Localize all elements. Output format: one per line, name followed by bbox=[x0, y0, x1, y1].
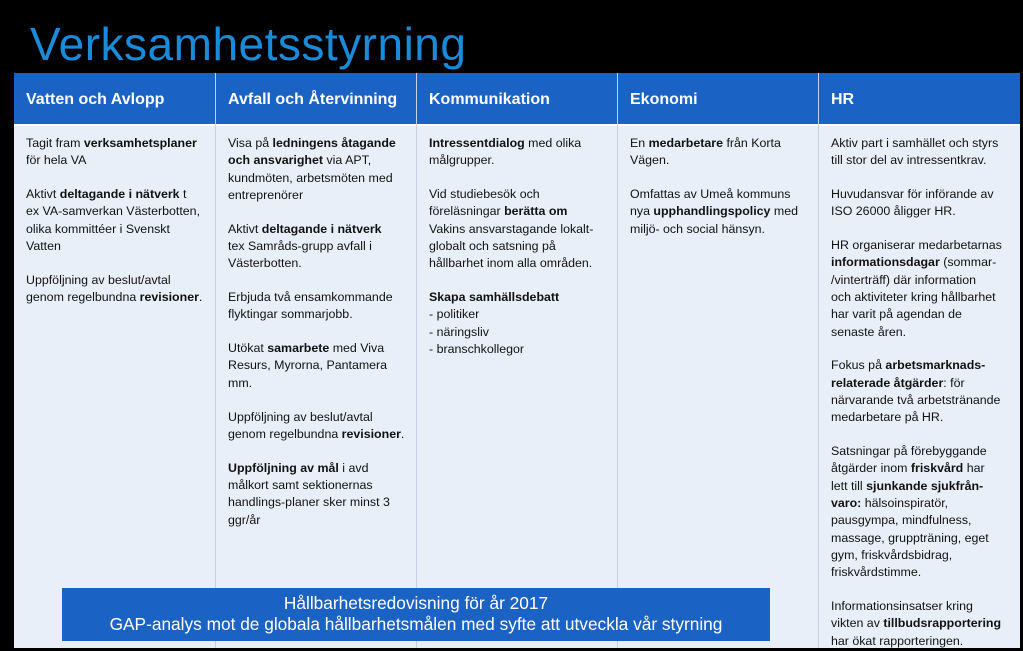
paragraph: Aktivt deltagande i nätverk t ex VA-samverkan Västerbotten, olika kommittéer i Svenskt Vatten bbox=[26, 187, 201, 253]
column-vatten-och-avlopp bbox=[14, 73, 215, 648]
column-ekonomi bbox=[617, 73, 818, 648]
column-header: HR bbox=[819, 73, 1020, 126]
column-avfall-och-atervinning bbox=[215, 73, 416, 648]
summary-banner bbox=[62, 588, 770, 641]
paragraph: Erbjuda två ensamkommande flyktingar sommarjobb. bbox=[228, 290, 393, 322]
governance-table bbox=[14, 73, 1020, 648]
paragraph: HR organiserar medarbetarnas informationsdagar (sommar- /vinterträff) där information och aktiviteter kring hållbarhet har varit på agendan de senaste åren. bbox=[831, 238, 1002, 339]
paragraph: Satsningar på förebyggande åtgärder inom friskvård har lett till sjunkande sjukfrån- varo: hälsoinspiratör, pausgympa, mindfulness, massage, gruppträning, eget gym, friskvårdsbidrag, friskvårdstimme. bbox=[831, 444, 989, 580]
column-body bbox=[216, 126, 416, 529]
page-title: Verksamhetsstyrning bbox=[30, 18, 467, 70]
column-body bbox=[618, 126, 818, 238]
paragraph: Visa på ledningens åtagande och ansvarighet via APT, kundmöten, arbetsmöten med entreprenörer bbox=[228, 136, 396, 202]
paragraph: Intressentdialog med olika målgrupper. bbox=[429, 136, 582, 168]
column-header: Avfall och Återvinning bbox=[216, 73, 416, 126]
paragraph: Aktivt deltagande i nätverk tex Samråds-grupp avfall i Västerbotten. bbox=[228, 221, 382, 271]
column-header: Kommunikation bbox=[417, 73, 617, 126]
column-kommunikation bbox=[416, 73, 617, 648]
paragraph: Uppföljning av beslut/avtal genom regelbundna revisioner. bbox=[26, 272, 203, 305]
column-body bbox=[14, 126, 215, 306]
paragraph: Tagit fram verksamhetsplaner för hela VA bbox=[26, 136, 197, 168]
paragraph: Skapa samhällsdebatt - politiker - näringsliv - branschkollegor bbox=[429, 290, 560, 356]
paragraph: Uppföljning av mål i avd målkort samt sektionernas handlings-planer sker minst 3 ggr/år bbox=[228, 460, 390, 527]
paragraph: Utökat samarbete med Viva Resurs, Myrorna, Pantamera mm. bbox=[228, 341, 388, 390]
paragraph: Huvudansvar för införande av ISO 26000 åligger HR. bbox=[831, 187, 994, 219]
column-header: Ekonomi bbox=[618, 73, 818, 126]
paragraph: En medarbetare från Korta Vägen. bbox=[630, 136, 781, 168]
paragraph: Uppföljning av beslut/avtal genom regelbundna revisioner. bbox=[228, 409, 405, 441]
column-header: Vatten och Avlopp bbox=[14, 73, 215, 126]
column-hr bbox=[818, 73, 1020, 648]
banner-line-2: GAP-analys mot de globala hållbarhetsmålen med syfte att utveckla vår styrning bbox=[109, 614, 723, 634]
paragraph: Vid studiebesök och föreläsningar berätta om Vakins ansvarstagande lokalt- globalt och satsning på hållbarhet inom alla områden. bbox=[429, 187, 594, 271]
banner-line-1: Hållbarhetsredovisning för år 2017 bbox=[283, 593, 549, 613]
paragraph: Aktiv part i samhället och styrs till stor del av intressentkrav. bbox=[831, 136, 999, 168]
column-body bbox=[819, 126, 1020, 650]
paragraph: Fokus på arbetsmarknads- relaterade åtgärder: för närvarande två arbetstränande medarbetare på HR. bbox=[831, 358, 1001, 425]
paragraph: Informationsinsatser kring vikten av tillbudsrapportering har ökat rapporteringen. bbox=[831, 599, 1002, 648]
paragraph: Omfattas av Umeå kommuns nya upphandlingspolicy med miljö- och social hänsyn. bbox=[630, 187, 798, 236]
column-body bbox=[417, 126, 617, 358]
